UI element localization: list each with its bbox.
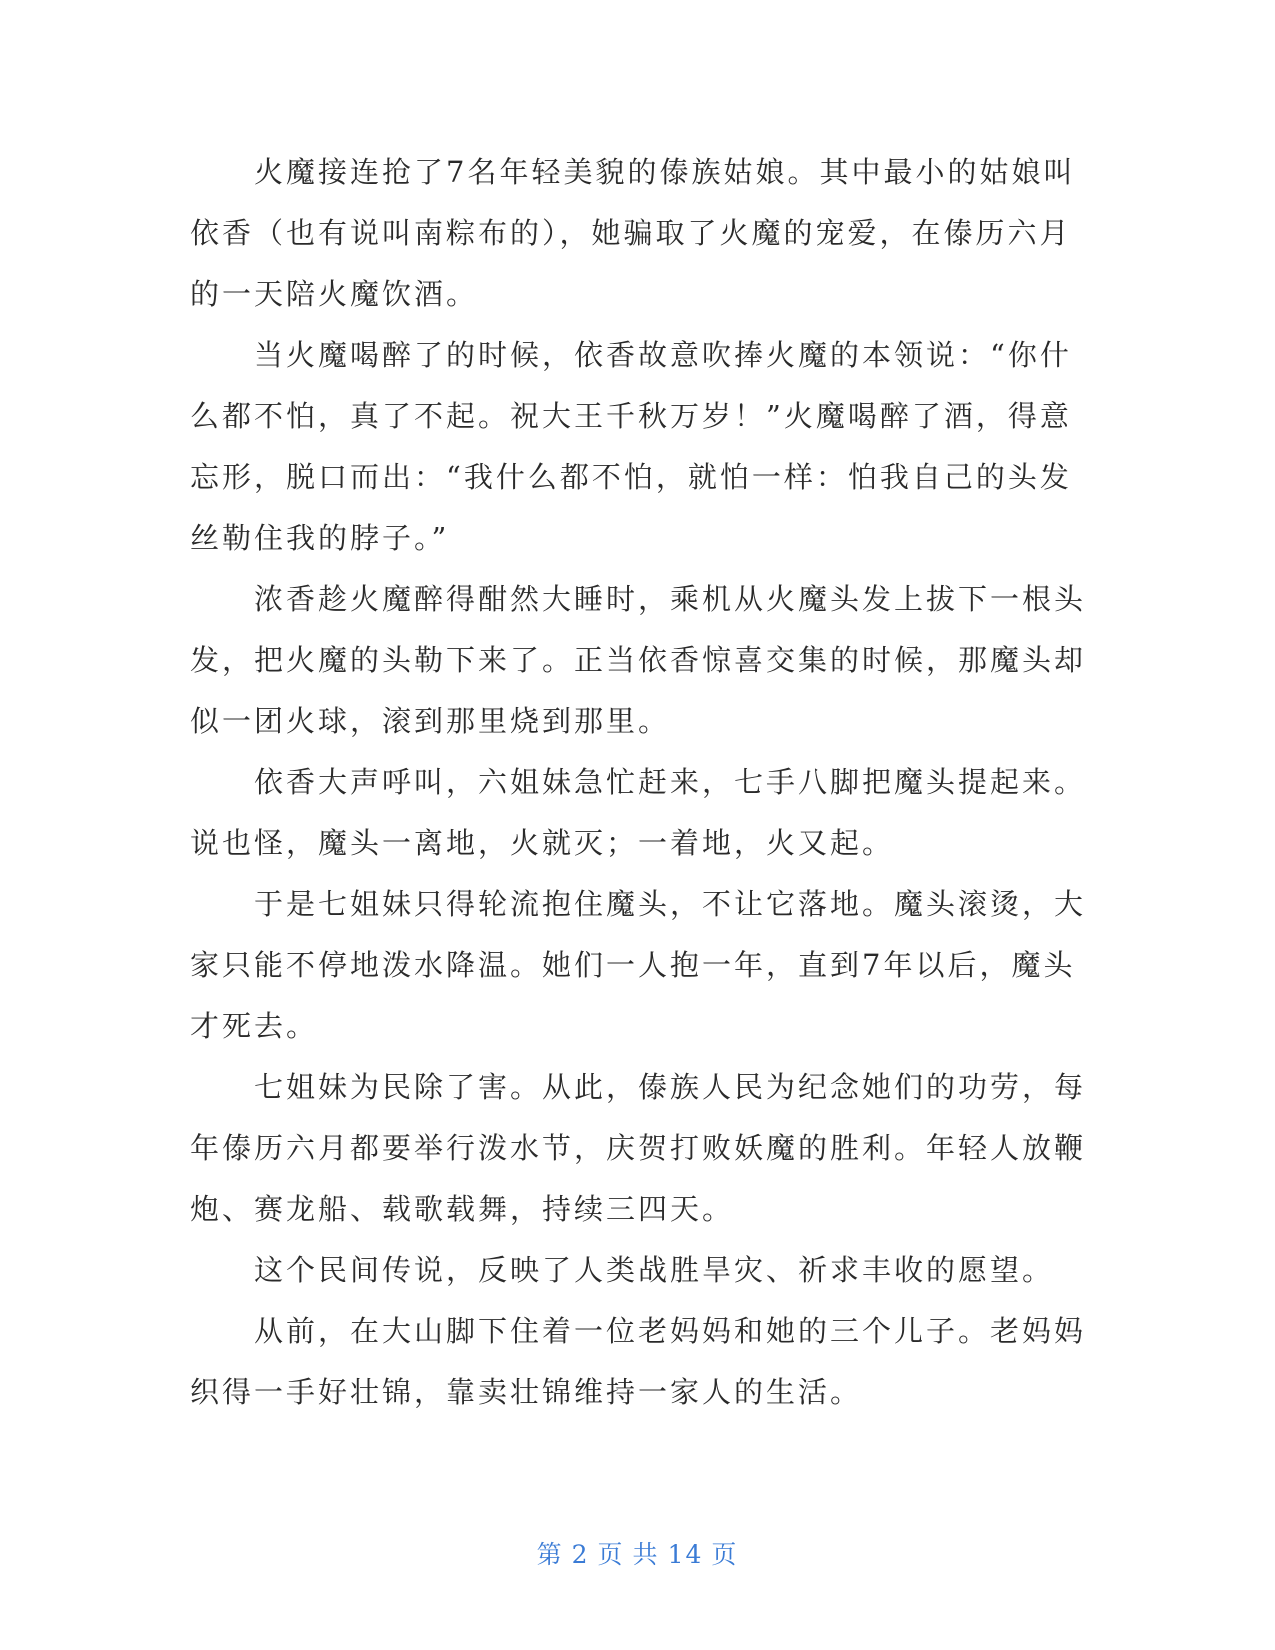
page-number-footer: [0, 1535, 1275, 1571]
total-page-count: 14: [667, 1540, 704, 1569]
paragraph: 依香大声呼叫，六姐妹急忙赶来，七手八脚把魔头提起来。说也怪，魔头一离地，火就灭；一着地，火又起。: [190, 765, 1087, 860]
current-page-number: 2: [571, 1540, 590, 1569]
paragraph: 火魔接连抢了7名年轻美貌的傣族姑娘。其中最小的姑娘叫依香（也有说叫南粽布的），她骗取了火魔的宠爱，在傣历六月的一天陪火魔饮酒。: [190, 155, 1076, 311]
footer-page-word: 页: [597, 1540, 625, 1569]
paragraph: 这个民间传说，反映了人类战胜旱灾、祈求丰收的愿望。: [254, 1253, 1055, 1287]
paragraph: 于是七姐妹只得轮流抱住魔头，不让它落地。魔头滚烫，大家只能不停地泼水降温。她们一人抱一年，直到7年以后，魔头才死去。: [190, 887, 1087, 1043]
paragraph: 浓香趁火魔醉得酣然大睡时，乘机从火魔头发上拔下一根头发，把火魔的头勒下来了。正当依香惊喜交集的时候，那魔头却似一团火球，滚到那里烧到那里。: [190, 582, 1087, 738]
footer-suffix: 页: [711, 1540, 739, 1569]
paragraph: 七姐妹为民除了害。从此，傣族人民为纪念她们的功劳，每年傣历六月都要举行泼水节，庆贺打败妖魔的胜利。年轻人放鞭炮、赛龙船、载歌载舞，持续三四天。: [190, 1070, 1087, 1226]
footer-prefix: 第: [536, 1540, 564, 1569]
footer-total-word: 共: [632, 1540, 660, 1569]
paragraph: 当火魔喝醉了的时候，依香故意吹捧火魔的本领说：“你什么都不怕，真了不起。祝大王千秋万岁！”火魔喝醉了酒，得意忘形，脱口而出：“我什么都不怕，就怕一样：怕我自己的头发丝勒住我的脖子。”: [190, 338, 1072, 555]
paragraph: 从前，在大山脚下住着一位老妈妈和她的三个儿子。老妈妈织得一手好壮锦，靠卖壮锦维持一家人的生活。: [190, 1314, 1087, 1409]
document-body: [190, 142, 1090, 1423]
